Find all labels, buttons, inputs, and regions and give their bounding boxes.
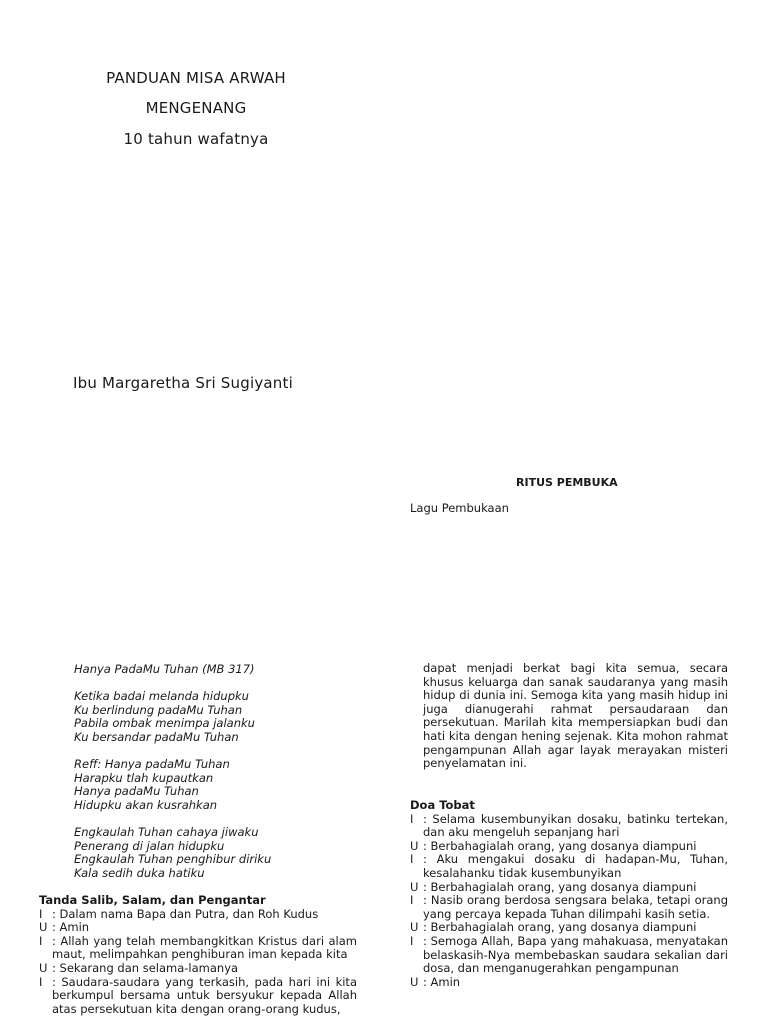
refrain-line: Harapku tlah kupautkan (74, 770, 214, 785)
speaker-label: I (39, 933, 43, 948)
dialog-line (410, 853, 728, 880)
dialog-line (410, 840, 728, 854)
lyric-line: Engkaulah Tuhan penghibur diriku (74, 852, 272, 867)
lyric-line: Ku berlindung padaMu Tuhan (74, 702, 243, 717)
speaker-label: U (410, 920, 419, 935)
dialog-text: : Amin (52, 920, 90, 935)
dialog-text: : Selama kusembunyikan dosaku, batinku tertekan, dan aku mengeluh sepanjang hari (423, 811, 728, 840)
dialog-text: : Berbahagialah orang, yang dosanya diampuni (423, 838, 697, 853)
dialog-text: : Saudara-saudara yang terkasih, pada hari ini kita berkumpul bersama untuk bersyukur kepada Allah atas persekutuan kita dengan orang-orang kudus, (52, 974, 357, 1016)
opening-song-label: Lagu Pembukaan (410, 501, 509, 515)
lyric-line: Pabila ombak menimpa jalanku (74, 716, 255, 731)
introduction-continuation: dapat menjadi berkat bagi kita semua, secara khusus keluarga dan sanak saudaranya yang masih hidup di dunia ini. Semoga kita yang masih hidup ini juga dianugerahi rahmat persaudaraan dan persekutuan. Marilah kita mempersiapkan budi dan hati kita dengan hening sejenak. Kita mohon rahmat pengampunan Allah agar layak merayakan misteri penyelamatan ini. (423, 661, 728, 771)
dialog-text: : Berbahagialah orang, yang dosanya diampuni (423, 879, 697, 894)
dialog-line (39, 935, 357, 962)
dialog-line (39, 962, 357, 976)
speaker-label: I (410, 933, 414, 948)
dialog-line (39, 908, 357, 922)
cover-title-line-1: PANDUAN MISA ARWAH (106, 69, 286, 87)
dialog-line (410, 881, 728, 895)
song-lyrics (74, 663, 271, 881)
doa-tobat-heading: Doa Tobat (410, 798, 475, 812)
cover-subtitle: 10 tahun wafatnya (123, 130, 269, 148)
speaker-label: U (39, 920, 48, 935)
tanda-salib-heading: Tanda Salib, Salam, dan Pengantar (39, 893, 266, 907)
speaker-label: U (39, 960, 48, 975)
lyric-line: Penerang di jalan hidupku (74, 838, 225, 853)
dialog-line (410, 921, 728, 935)
dialog-text: : Nasib orang berdosa sengsara belaka, tetapi orang yang percaya kepada Tuhan dilimpahi kasih setia. (423, 893, 728, 921)
speaker-label: U (410, 974, 419, 989)
deceased-name: Ibu Margaretha Sri Sugiyanti (73, 374, 293, 392)
speaker-label: U (410, 838, 419, 853)
speaker-label: I (410, 852, 414, 867)
dialog-line (410, 976, 728, 990)
lyric-line: Ketika badai melanda hidupku (74, 689, 249, 704)
refrain-line: Hanya padaMu Tuhan (74, 784, 199, 799)
dialog-line (410, 894, 728, 921)
dialog-line (410, 935, 728, 976)
speaker-label: I (39, 906, 43, 921)
dialog-text: : Amin (423, 974, 461, 989)
lyric-line: Engkaulah Tuhan cahaya jiwaku (74, 825, 259, 840)
lyric-line: Kala sedih duka hatiku (74, 865, 205, 880)
dialog-text: : Sekarang dan selama-lamanya (52, 960, 239, 975)
dialog-text: : Berbahagialah orang, yang dosanya diampuni (423, 920, 697, 935)
dialog-text: : Semoga Allah, Bapa yang mahakuasa, menyatakan belaskasih-Nya membebaskan saudara sekalian dari dosa, dan menganugerahkan pengampunan (423, 933, 728, 976)
cover-title-line-2: MENGENANG (145, 99, 247, 117)
dialog-text: : Aku mengakui dosaku di hadapan-Mu, Tuhan, kesalahanku tidak kusembunyikan (423, 852, 728, 880)
lyric-line: Ku bersandar padaMu Tuhan (74, 729, 239, 744)
ritus-pembuka-heading: RITUS PEMBUKA (516, 476, 618, 489)
dialog-text: : Dalam nama Bapa dan Putra, dan Roh Kudus (52, 906, 319, 921)
dialog-line (410, 813, 728, 840)
speaker-label: U (410, 879, 419, 894)
doa-tobat-section (410, 799, 728, 989)
tanda-salib-section (39, 894, 357, 1016)
dialog-line (39, 976, 357, 1017)
speaker-label: I (410, 811, 414, 826)
song-title: Hanya PadaMu Tuhan (MB 317) (74, 662, 255, 676)
speaker-label: I (39, 974, 43, 989)
refrain-line: Reff: Hanya padaMu Tuhan (74, 757, 230, 772)
dialog-line (39, 921, 357, 935)
dialog-text: : Allah yang telah membangkitkan Kristus dari alam maut, melimpahkan penghiburan iman kepada kita (52, 933, 357, 962)
speaker-label: I (410, 893, 414, 908)
refrain-line: Hidupku akan kusrahkan (74, 797, 218, 812)
